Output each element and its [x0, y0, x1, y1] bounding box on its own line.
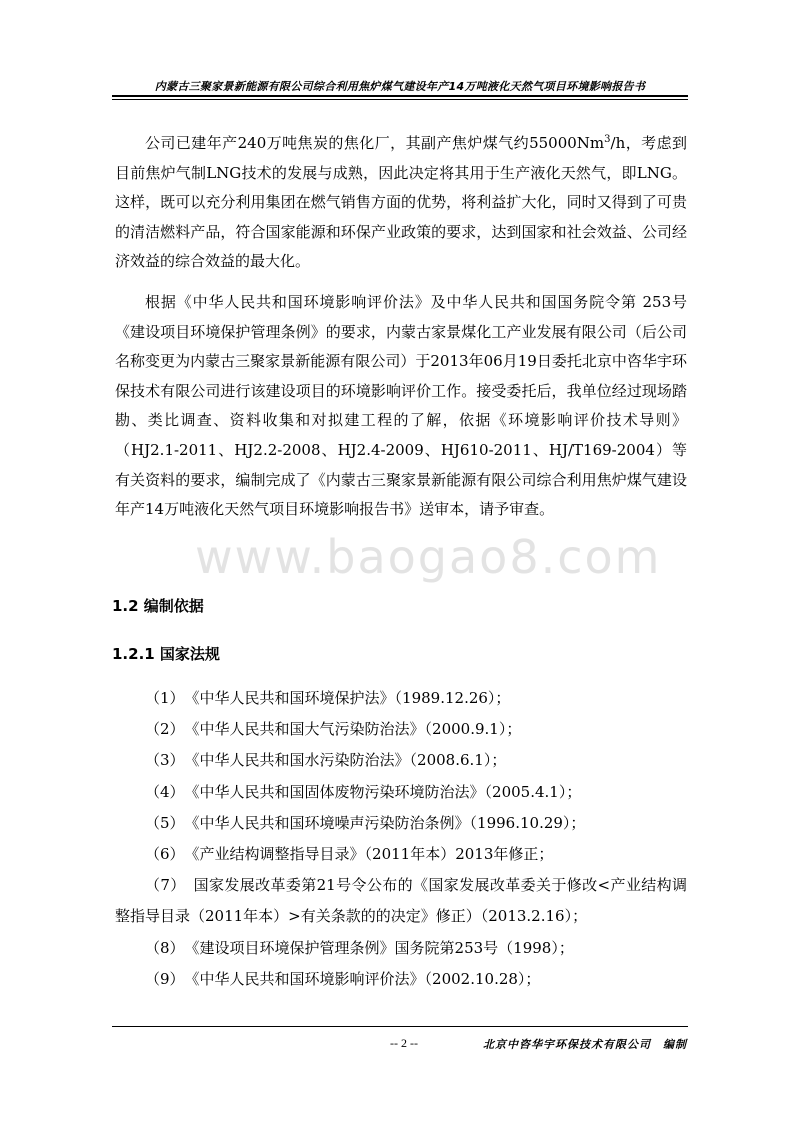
superscript-three: 3: [604, 134, 611, 145]
paragraph-intro: [115, 125, 687, 277]
page-header-title: 内蒙古三聚家景新能源有限公司综合利用焦炉煤气建设年产14万吨液化天然气项目环境影响报告书: [154, 80, 646, 93]
footer-rule: [112, 1026, 688, 1027]
watermark: www.baogao8.com: [195, 530, 662, 584]
list-item: （6） 《产业结构调整指导目录》（2011年本）2013年修正；: [145, 845, 554, 864]
list-item: （8） 《建设项目环境保护管理条例》国务院第253号（1998）；: [145, 938, 574, 957]
footer-organization: 北京中咨华宇环保技术有限公司 编制: [483, 1038, 687, 1051]
page-number: -- 2 --: [390, 1036, 418, 1050]
law-list: [115, 683, 687, 995]
header-rule-thin: [112, 99, 688, 100]
list-item: （1） 《中华人民共和国环境保护法》（1989.12.26）；: [145, 689, 511, 707]
section-heading-1-2-1: 1.2.1 国家法规: [112, 645, 220, 663]
section-heading-1-2: 1.2 编制依据: [112, 597, 204, 615]
list-item: （5） 《中华人民共和国环境噪声污染防治条例》（1996.10.29）；: [145, 813, 586, 832]
list-item: （3） 《中华人民共和国水污染防治法》（2008.6.1）；: [145, 751, 507, 770]
paragraph-intro-text-a: 公司已建年产240万吨焦炭的焦化厂，其副产焦炉煤气约55000Nm: [145, 134, 605, 152]
paragraph-basis-text: 根据《中华人民共和国环境影响评价法》及中华人民共和国国务院令第 253号《建设项目环境保护管理条例》的要求，内蒙古家景煤化工产业发展有限公司（后公司名称变更为内蒙古三聚家景新能源有限公司）于2013年06月19日委托北京中咨华宇环保技术有限公司进行该建设项目的环境影响评价工作。接受委托后，我单位经过现场踏勘、类比调查、资料收集和对拟建工程的了解，依据《环境影响评价技术导则》（HJ2.1-2011、HJ2.2-2008、HJ2.4-2009、HJ610-2011、HJ/T169-2004）等有关资料的要求，编制完成了《内蒙古三聚家景新能源有限公司综合利用焦炉煤气建设年产14万吨液化天然气项目环境影响报告书》送审本，请予审查。: [115, 293, 687, 519]
paragraph-intro-text-b: /h，考虑到目前焦炉气制LNG技术的发展与成熟，因此决定将其用于生产液化天然气，即LNG。这样，既可以充分利用集团在燃气销售方面的优势，将利益扩大化，同时又得到了可贵的清洁燃料产品，符合国家能源和环保产业政策的要求，达到国家和社会效益、公司经济效益的综合效益的最大化。: [115, 134, 688, 271]
paragraph-basis: [115, 288, 687, 525]
list-item: （2） 《中华人民共和国大气污染防治法》（2000.9.1）；: [145, 720, 522, 739]
list-item: （4） 《中华人民共和国固体废物污染环境防治法》（2005.4.1）；: [145, 782, 582, 801]
header-rule-thick: [112, 95, 688, 97]
list-item: （7） 国家发展改革委第21号令公布的《国家发展改革委关于修改<产业结构调整指导目录（2011年本）>有关条款的的决定》修正）（2013.2.16）；: [115, 876, 687, 926]
list-item: （9） 《中华人民共和国环境影响评价法》（2002.10.28）；: [145, 969, 541, 988]
